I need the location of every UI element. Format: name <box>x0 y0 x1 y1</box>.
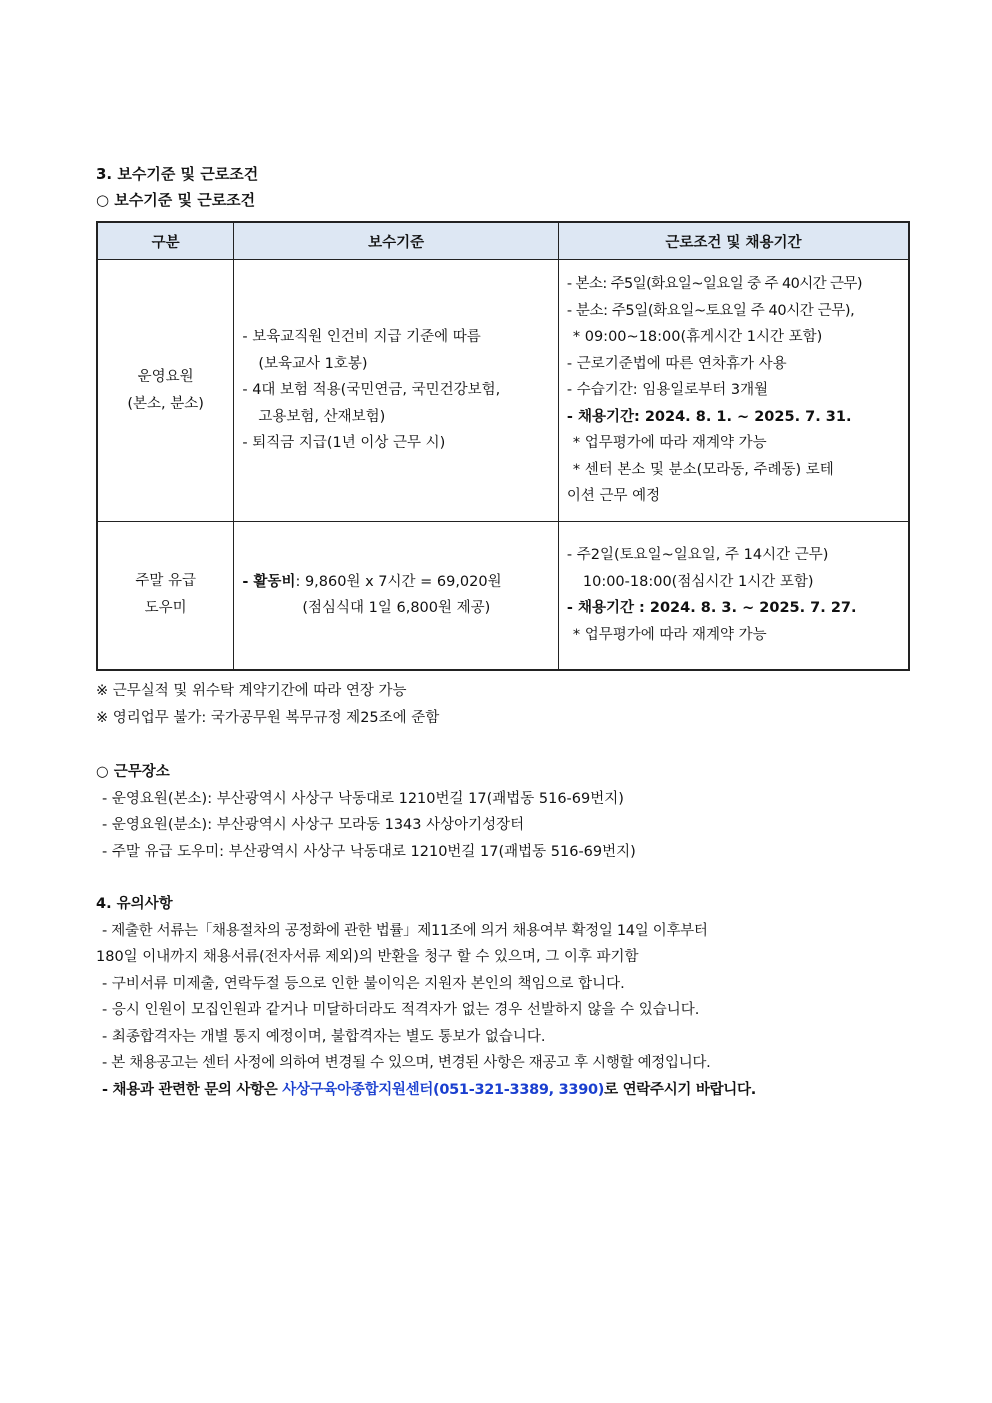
contact-line <box>102 1078 756 1099</box>
header-category: 구분 <box>97 222 234 260</box>
pay-line: - 보육교직원 인건비 지급 기준에 따름 <box>242 329 481 346</box>
pay-cell <box>234 522 559 670</box>
work-line: - 채용기간 : 2024. 8. 3. ~ 2025. 7. 27. <box>566 600 857 617</box>
header-work: 근로조건 및 채용기간 <box>558 222 909 260</box>
category-line: 주말 유급 <box>135 573 196 590</box>
pay-line: - 퇴직금 지급(1년 이상 근무 시) <box>242 435 446 452</box>
work-line: * 업무평가에 따라 재계약 가능 <box>572 626 767 643</box>
workplace-title: ○ 근무장소 <box>96 764 170 780</box>
category-cell <box>97 260 234 522</box>
table-row <box>97 260 909 522</box>
workplace-item: - 운영요원(본소): 부산광역시 사상구 낙동대로 1210번길 17(괘법동 516-69번지) <box>102 791 624 807</box>
category-line: 운영요원 <box>137 368 194 385</box>
work-line: - 분소: 주5일(화요일~토요일 주 40시간 근무), <box>566 302 855 319</box>
work-line: - 근로기준법에 따른 연차휴가 사용 <box>566 355 787 372</box>
pay-label: - 활동비 <box>242 573 296 590</box>
pay-cell <box>234 260 559 522</box>
notice-item: 180일 이내까지 채용서류(전자서류 제외)의 반환을 청구 할 수 있으며, 그 이후 파기함 <box>96 949 639 965</box>
header-pay: 보수기준 <box>234 222 559 260</box>
contact-center: 사상구육아종합지원센터(051-321-3389, 3390) <box>282 1082 605 1098</box>
notice-item: - 본 채용공고는 센터 사정에 의하여 변경될 수 있으며, 변경된 사항은 재공고 후 시행할 예정입니다. <box>102 1055 711 1071</box>
pay-line: 고용보험, 산재보험) <box>258 408 386 425</box>
work-line: 10:00-18:00(점심시간 1시간 포함) <box>582 573 814 590</box>
work-line: - 주2일(토요일~일요일, 주 14시간 근무) <box>566 547 829 564</box>
pay-line: - 4대 보험 적용(국민연금, 국민건강보험, <box>242 382 501 399</box>
work-line: 이션 근무 예정 <box>566 488 661 505</box>
work-line: * 센터 본소 및 분소(모라동, 주례동) 로테 <box>572 461 834 478</box>
contact-prefix: - 채용과 관련한 문의 사항은 <box>102 1082 283 1098</box>
section3-title: 3. 보수기준 및 근로조건 <box>96 165 259 183</box>
workplace-item: - 운영요원(분소): 부산광역시 사상구 모라동 1343 사상아기성장터 <box>102 817 525 833</box>
category-line: (본소, 분소) <box>127 395 204 412</box>
notice-item: - 제출한 서류는「채용절차의 공정화에 관한 법률」제11조에 의거 채용여부 확정일 14일 이후부터 <box>102 923 708 939</box>
work-line: - 본소: 주5일(화요일~일요일 중 주 40시간 근무) <box>566 276 862 293</box>
pay-line: (점심식대 1일 6,800원 제공) <box>302 600 491 617</box>
category-line: 도우미 <box>144 600 187 617</box>
notice-item: - 최종합격자는 개별 통지 예정이며, 불합격자는 별도 통보가 없습니다. <box>102 1029 546 1045</box>
pay-line: (보육교사 1호봉) <box>258 355 368 372</box>
table-row <box>97 522 909 670</box>
notice-item: - 구비서류 미제출, 연락두절 등으로 인한 불이익은 지원자 본인의 책임으로 합니다. <box>102 976 625 992</box>
contact-suffix: 로 연락주시기 바랍니다. <box>604 1082 756 1098</box>
table-header-row <box>97 222 909 260</box>
work-line: * 09:00~18:00(휴게시간 1시간 포함) <box>572 329 823 346</box>
work-line: * 업무평가에 따라 재계약 가능 <box>572 435 767 452</box>
category-cell <box>97 522 234 670</box>
pay-conditions-table <box>96 221 910 671</box>
work-line: - 채용기간: 2024. 8. 1. ~ 2025. 7. 31. <box>566 408 852 425</box>
note-line: ※ 영리업무 불가: 국가공무원 복무규정 제25조에 준함 <box>96 710 440 726</box>
work-cell <box>558 260 909 522</box>
notice-item: - 응시 인원이 모집인원과 같거나 미달하더라도 적격자가 없는 경우 선발하지 않을 수 있습니다. <box>102 1002 700 1018</box>
section4-title: 4. 유의사항 <box>96 896 173 912</box>
work-line: - 수습기간: 임용일로부터 3개월 <box>566 382 769 399</box>
note-line: ※ 근무실적 및 위수탁 계약기간에 따라 연장 가능 <box>96 683 407 699</box>
pay-line: : 9,860원 x 7시간 = 69,020원 <box>295 573 502 590</box>
workplace-item: - 주말 유급 도우미: 부산광역시 사상구 낙동대로 1210번길 17(괘법동 516-69번지) <box>102 844 636 860</box>
section3-subtitle: ○ 보수기준 및 근로조건 <box>96 191 256 209</box>
work-cell <box>558 522 909 670</box>
